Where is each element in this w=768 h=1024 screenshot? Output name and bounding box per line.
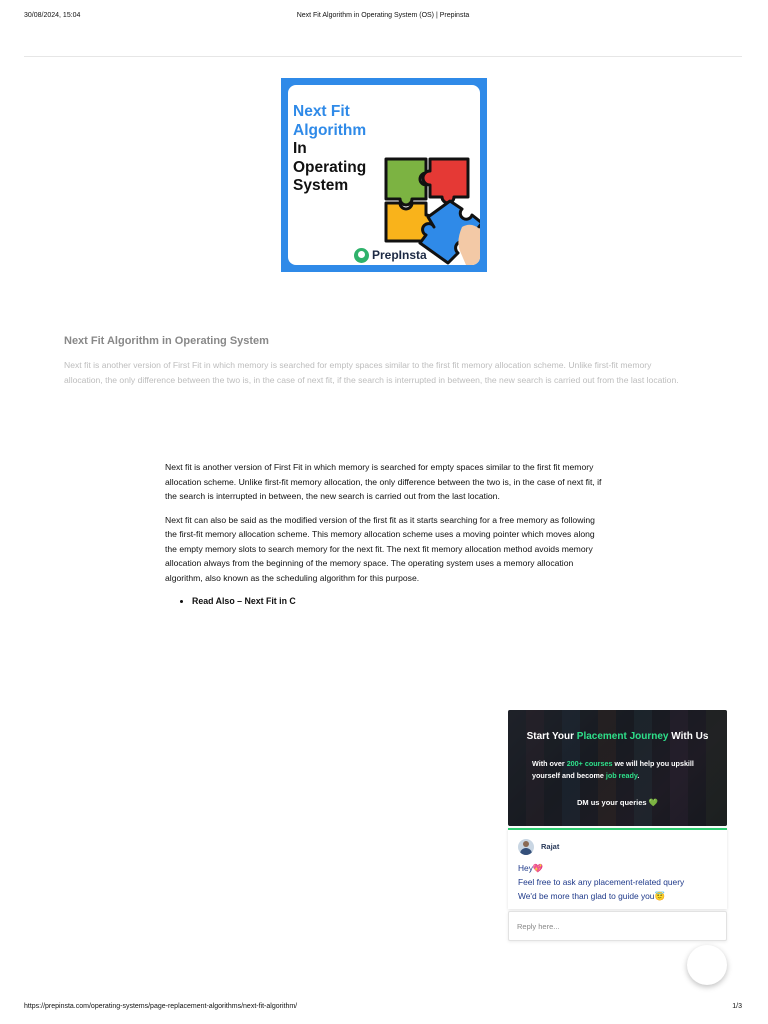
- chat-message: [518, 861, 684, 903]
- read-also-link[interactable]: • Read Also – Next Fit in C: [192, 594, 605, 609]
- print-url: https://prepinsta.com/operating-systems/page-replacement-algorithms/next-fit-algorithm/: [24, 1003, 298, 1010]
- print-page-title: Next Fit Algorithm in Operating System (OS) | Prepinsta: [296, 12, 470, 19]
- brand-logo: [354, 245, 427, 265]
- article-paragraph: Next fit can also be said as the modified version of the first fit as it starts searching for a free memory as following the first-fit memory allocation scheme. This memory allocation scheme uses a moving pointer which moves along the empty memory slots to search memory for the next fit. The next fit memory allocation method avoids memory allocation always from the beginning of the memory space. The operating system uses a memory allocation algorithm, also known as the scheduling algorithm for this purpose.: [165, 514, 595, 583]
- article-paragraph: Next fit is another version of First Fit in which memory is searched for empty spaces similar to the first fit memory allocation scheme. Unlike first-fit memory allocation, the only difference between the two is, in the case of next fit, if the search is interrupted in between, the new search is carried out from the last location.: [165, 462, 602, 501]
- article-body: [165, 460, 605, 609]
- promo-dm-label: DM us your queries 💚: [576, 798, 659, 807]
- chat-line: Feel free to ask any placement-related query: [518, 877, 685, 887]
- chat-line: We'd be more than glad to guide you: [518, 891, 655, 901]
- hero-title-line: Next Fit: [293, 103, 350, 120]
- green-heart-icon: 💚: [648, 798, 659, 807]
- chat-launcher-button[interactable]: [687, 945, 727, 985]
- heart-icon: 💖: [532, 863, 544, 873]
- summary-text: Next fit is another version of First Fit in which memory is searched for empty spaces similar to the first fit memory allocation scheme. Unlike first-fit memory allocation, the only difference between the two is, in the case of next fit, if the search is interrupted in between, the new search is carried out from the last location.: [64, 360, 679, 385]
- hero-title-line: Operating: [293, 158, 367, 176]
- page-number: 1/3: [732, 1003, 742, 1010]
- header-divider: [24, 56, 742, 57]
- brand-name: PrepInsta: [372, 248, 427, 262]
- print-datetime: 30/08/2024, 15:04: [24, 12, 81, 19]
- hero-title-line: Algorithm: [293, 121, 367, 139]
- summary-heading: Next Fit Algorithm in Operating System: [64, 335, 269, 347]
- placement-promo-banner[interactable]: [508, 710, 727, 826]
- promo-headline: Start Your Placement Journey With Us: [526, 731, 709, 742]
- chat-reply-box[interactable]: [508, 911, 727, 941]
- chat-greeting: Hey: [518, 863, 533, 873]
- hero-banner-image: [281, 78, 487, 272]
- print-header: [24, 12, 742, 24]
- chat-message-card: [508, 828, 727, 909]
- hero-title-line: System: [293, 177, 349, 194]
- smile-icon: 😇: [654, 891, 665, 901]
- avatar: [518, 839, 534, 855]
- prepinsta-logo-icon: [354, 248, 369, 263]
- chat-sender-name: Rajat: [541, 842, 560, 851]
- hero-card: [288, 85, 480, 265]
- reply-input[interactable]: [515, 912, 719, 940]
- hero-title-line: In: [293, 140, 307, 157]
- promo-subtext: With over 200+ courses we will help you upskill yourself and become job ready.: [532, 759, 694, 780]
- read-also-list: [165, 594, 605, 609]
